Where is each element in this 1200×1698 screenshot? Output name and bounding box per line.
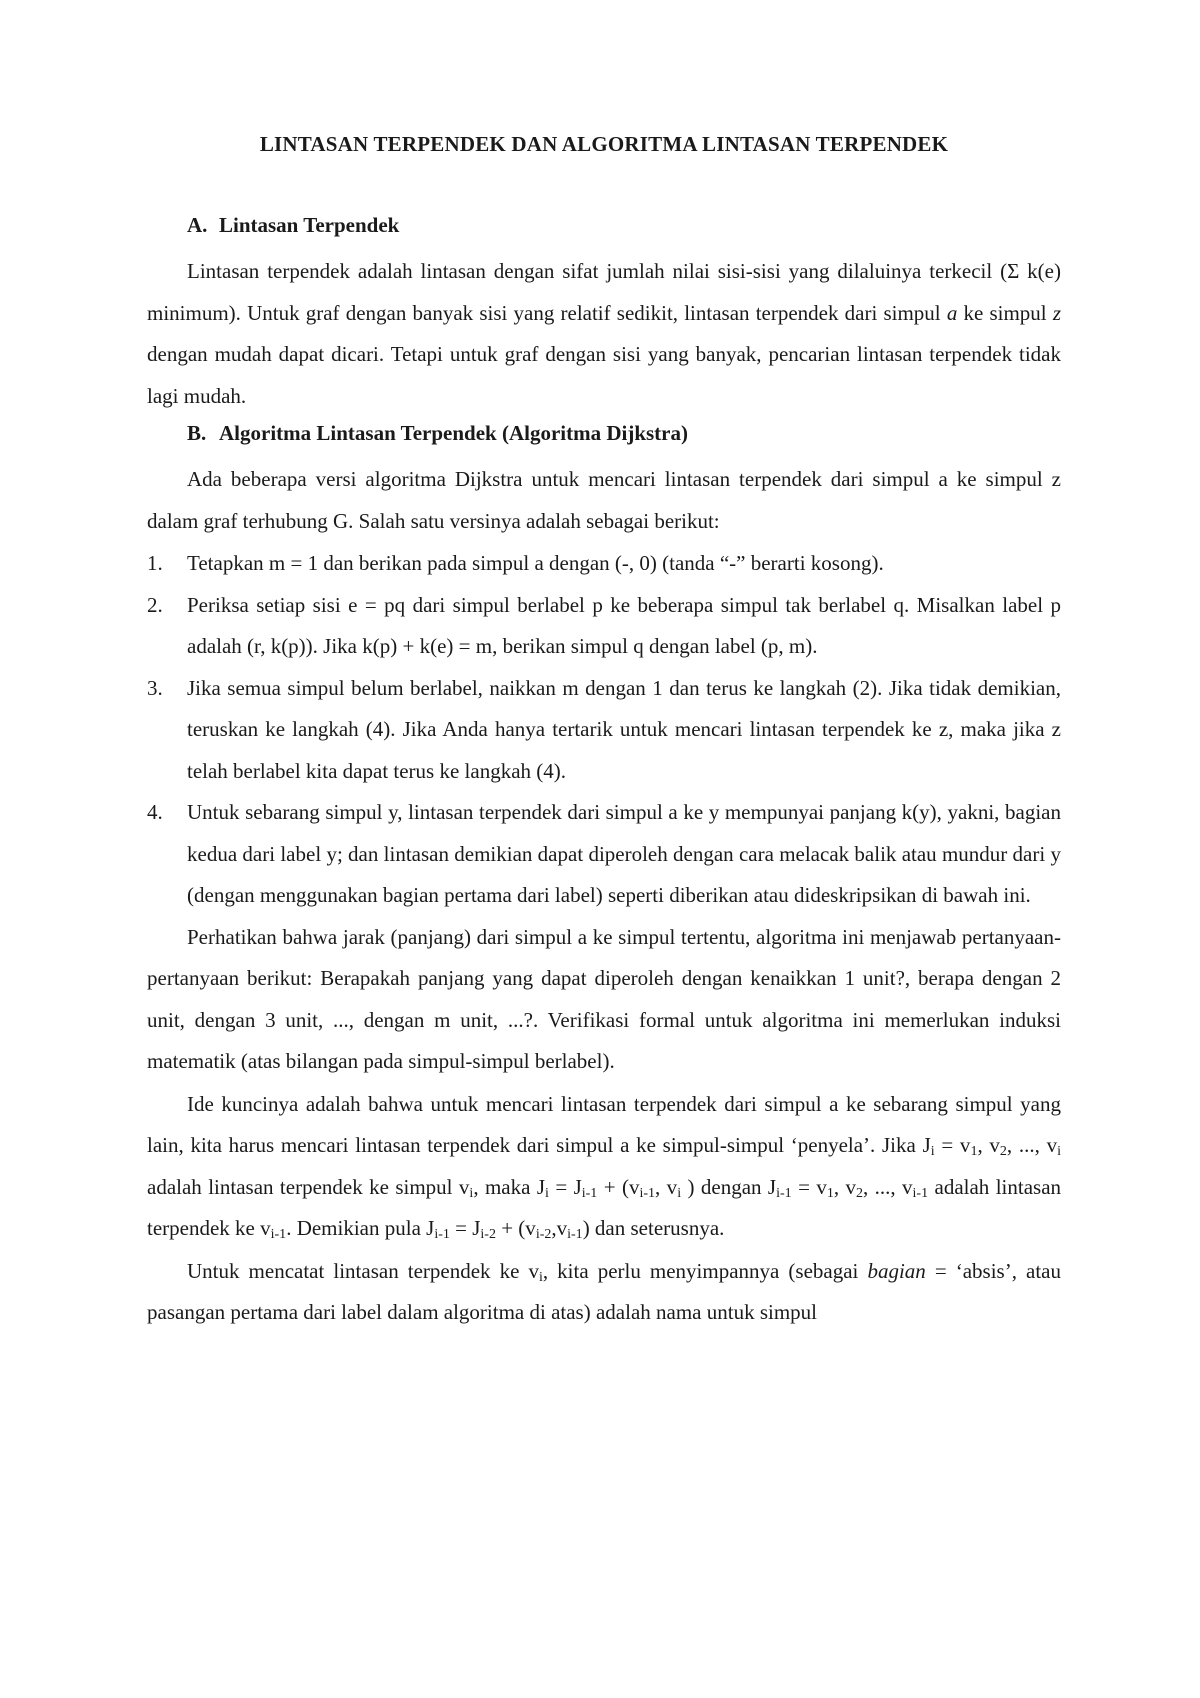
subscript: i xyxy=(538,1269,543,1285)
text-run: Ide kuncinya adalah bahwa untuk mencari lintasan terpendek dari simpul a ke sebarang simpul yang lain, kita harus mencari lintasan terpendek dari simpul a ke simpul-simpul ‘penyela’. Jika J xyxy=(147,1091,1061,1157)
subscript: i-1 xyxy=(270,1227,287,1242)
subscript: i-1 xyxy=(776,1185,792,1201)
step-text: Untuk sebarang simpul y, lintasan terpendek dari simpul a ke y mempunyai panjang k(y), yakni, bagian kedua dari label y; dan lintasan demikian dapat diperoleh dengan cara melacak balik atau mundur dari y (dengan menggunakan bagian pertama dari label) seperti diberikan atau dideskripsikan di bawah ini. xyxy=(187,800,1061,907)
italic-bagian: bagian xyxy=(867,1258,926,1283)
step-text: Jika semua simpul belum berlabel, naikkan m dengan 1 dan terus ke langkah (2). Jika tidak demikian, teruskan ke langkah (4). Jika Anda hanya tertarik untuk mencari lintasan terpendek ke z, maka jika z telah berlabel kita dapat terus ke langkah (4). xyxy=(187,675,1061,783)
text-run: , ..., v xyxy=(1006,1133,1058,1157)
text-run: = v xyxy=(791,1174,827,1199)
section-a-label: A. xyxy=(187,213,208,237)
subscript: i-1 xyxy=(567,1227,583,1242)
text-run: . Demikian pula J xyxy=(286,1216,435,1240)
text-run: ke simpul xyxy=(957,300,1053,325)
list-item xyxy=(147,792,1061,917)
text-run: ,v xyxy=(551,1216,568,1240)
text-run: = ‘absis’, atau pasangan pertama dari label dalam algoritma di atas) adalah nama untuk simpul xyxy=(147,1258,1061,1324)
italic-z: z xyxy=(1052,300,1061,325)
section-b-heading xyxy=(187,419,1061,447)
text-run: = v xyxy=(934,1133,971,1157)
text-run: + (v xyxy=(495,1216,536,1240)
section-b-intro: Ada beberapa versi algoritma Dijkstra untuk mencari lintasan terpendek dari simpul a ke simpul z dalam graf terhubung G. Salah satu versinya adalah sebagai berikut: xyxy=(147,467,1061,533)
text-run: Lintasan terpendek adalah lintasan dengan sifat jumlah nilai sisi-sisi yang dilaluinya terkecil (Σ k(e) minimum). Untuk graf dengan banyak sisi yang relatif sedikit, lintasan terpendek dari simpul xyxy=(147,259,1061,325)
text-run: ) dengan J xyxy=(681,1174,777,1199)
text-run: + (v xyxy=(597,1174,640,1199)
text-run: adalah lintasan terpendek ke v xyxy=(147,1174,1062,1240)
section-a-paragraph xyxy=(147,251,1061,417)
text-run: , ..., v xyxy=(862,1174,913,1199)
note-paragraph: Perhatikan bahwa jarak (panjang) dari simpul a ke simpul tertentu, algoritma ini menjawab pertanyaan-pertanyaan berikut: Berapakah panjang yang dapat diperoleh dengan kenaikkan 1 unit?, berapa dengan 2 unit, dengan 3 unit, ..., dengan m unit, ...?. Verifikasi formal untuk algoritma ini memerlukan induksi matematik (atas bilangan pada simpul-simpul berlabel). xyxy=(147,924,1061,1073)
document-title: LINTASAN TERPENDEK DAN ALGORITMA LINTASAN TERPENDEK xyxy=(259,132,949,156)
record-paragraph xyxy=(147,1251,1061,1334)
subscript: i-1 xyxy=(639,1185,656,1201)
subscript: 1 xyxy=(970,1144,978,1159)
text-run: , kita perlu menyimpannya (sebagai xyxy=(542,1258,868,1283)
document-page xyxy=(147,132,1061,1335)
subscript: 2 xyxy=(999,1144,1007,1159)
subscript: i-1 xyxy=(912,1185,929,1201)
subscript: i xyxy=(930,1144,935,1159)
text-run: = J xyxy=(449,1216,481,1240)
key-idea-paragraph xyxy=(147,1084,1061,1250)
step-number: 2. xyxy=(147,592,163,617)
list-item xyxy=(147,668,1061,793)
text-run: Untuk mencatat lintasan terpendek ke v xyxy=(187,1258,539,1283)
italic-a: a xyxy=(946,300,958,325)
text-run: , v xyxy=(977,1133,1000,1157)
subscript: i-2 xyxy=(535,1227,552,1242)
step-text: Tetapkan m = 1 dan berikan pada simpul a dengan (-, 0) (tanda “-” berarti kosong). xyxy=(187,551,884,575)
step-number: 3. xyxy=(147,675,163,700)
subscript: i-1 xyxy=(581,1185,598,1201)
subscript: i-2 xyxy=(480,1227,496,1242)
step-number: 1. xyxy=(147,551,163,575)
subscript: 2 xyxy=(855,1185,863,1201)
subscript: i xyxy=(677,1185,682,1201)
list-item xyxy=(147,543,1061,585)
step-text: Periksa setiap sisi e = pq dari simpul berlabel p ke beberapa simpul tak berlabel q. Misalkan label p adalah (r, k(p)). Jika k(p) + k(e) = m, berikan simpul q dengan label (p, m). xyxy=(187,592,1061,658)
section-b-title: Algoritma Lintasan Terpendek (Algoritma Dijkstra) xyxy=(219,421,688,445)
subscript: i xyxy=(469,1185,474,1201)
text-run: , maka J xyxy=(473,1174,546,1199)
algorithm-steps xyxy=(147,543,1061,917)
section-a-title: Lintasan Terpendek xyxy=(219,213,400,237)
subscript: i xyxy=(545,1185,549,1201)
step-number: 4. xyxy=(147,800,163,824)
section-b-label: B. xyxy=(187,421,207,445)
list-item xyxy=(147,585,1061,668)
text-run: = J xyxy=(548,1174,582,1199)
text-run: , v xyxy=(655,1174,678,1199)
text-run: dengan mudah dapat dicari. Tetapi untuk graf dengan sisi yang banyak, pencarian lintasan terpendek tidak lagi mudah. xyxy=(147,342,1061,408)
subscript: 1 xyxy=(826,1185,834,1201)
section-a-heading xyxy=(187,211,1061,239)
text-run: ) dan seterusnya. xyxy=(582,1216,725,1240)
text-run: , v xyxy=(833,1174,856,1199)
subscript: i xyxy=(1057,1144,1062,1159)
subscript: i-1 xyxy=(434,1227,450,1242)
text-run: adalah lintasan terpendek ke simpul v xyxy=(147,1174,470,1199)
